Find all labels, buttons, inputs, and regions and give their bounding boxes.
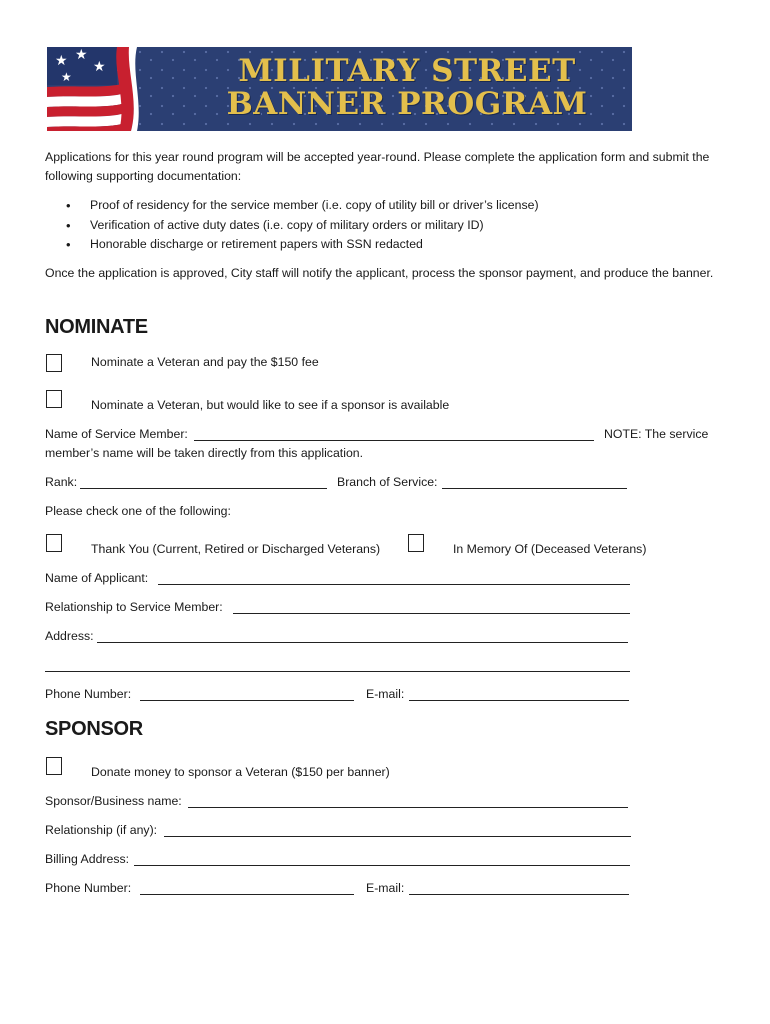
donate-label: Donate money to sponsor a Veteran ($150 per banner) — [91, 765, 390, 779]
branch-field[interactable] — [442, 488, 627, 489]
banner-title — [197, 55, 617, 121]
rank-label: Rank: — [45, 475, 78, 489]
address-field-line2[interactable] — [45, 671, 630, 672]
thank-you-label: Thank You (Current, Retired or Discharged Veterans) — [91, 542, 381, 556]
service-member-note-cont: member’s name will be taken directly from this application. — [45, 446, 364, 460]
approval-paragraph: Once the application is approved, City staff will notify the applicant, process the sponsor payment, and produce the banner. — [45, 266, 714, 280]
svg-text:★: ★ — [75, 47, 88, 63]
business-label: Sponsor/Business name: — [45, 794, 182, 808]
sponsor-phone-field[interactable] — [140, 894, 354, 895]
service-member-field[interactable] — [194, 440, 594, 441]
relationship-label: Relationship to Service Member: — [45, 600, 223, 614]
documentation-list — [66, 196, 539, 255]
in-memory-checkbox[interactable] — [408, 534, 424, 552]
list-item: • Proof of residency for the service member (i.e. copy of utility bill or driver’s license) — [66, 196, 539, 216]
list-item: • Verification of active duty dates (i.e. copy of military orders or military ID) — [66, 216, 539, 236]
nominate-phone-label: Phone Number: — [45, 687, 132, 701]
sponsor-email-label: E-mail: — [366, 881, 405, 895]
branch-label: Branch of Service: — [337, 475, 438, 489]
billing-field[interactable] — [134, 865, 630, 866]
banner-title-line1: MILITARY STREET — [238, 53, 576, 89]
donate-checkbox[interactable] — [46, 757, 62, 775]
address-label: Address: — [45, 629, 94, 643]
nominate-sponsor-label: Nominate a Veteran, but would like to see if a sponsor is available — [91, 398, 450, 412]
service-member-note: NOTE: The service — [604, 427, 709, 441]
sponsor-email-field[interactable] — [409, 894, 629, 895]
nominate-heading: NOMINATE — [45, 316, 148, 338]
list-item: • Honorable discharge or retirement papers with SSN redacted — [66, 235, 539, 255]
check-one-label: Please check one of the following: — [45, 504, 231, 518]
billing-label: Billing Address: — [45, 852, 130, 866]
nominate-phone-field[interactable] — [140, 700, 354, 701]
nominate-pay-checkbox[interactable] — [46, 354, 62, 372]
svg-text:★: ★ — [93, 59, 106, 75]
applicant-field[interactable] — [158, 584, 630, 585]
sponsor-phone-label: Phone Number: — [45, 881, 132, 895]
intro-paragraph: Applications for this year round program will be accepted year-round. Please complete the application form and submit the following supporting documentation: — [45, 150, 710, 183]
military-banner-logo — [47, 47, 632, 131]
sponsor-relationship-label: Relationship (if any): — [45, 823, 158, 837]
rank-field[interactable] — [80, 488, 327, 489]
nominate-email-label: E-mail: — [366, 687, 405, 701]
banner-title-line2: BANNER PROGRAM — [226, 86, 588, 122]
svg-text:★: ★ — [61, 70, 72, 84]
nominate-pay-label: Nominate a Veteran and pay the $150 fee — [91, 355, 319, 369]
nominate-email-field[interactable] — [409, 700, 629, 701]
applicant-label: Name of Applicant: — [45, 571, 149, 585]
thank-you-checkbox[interactable] — [46, 534, 62, 552]
relationship-field[interactable] — [233, 613, 630, 614]
svg-text:★: ★ — [55, 53, 68, 69]
sponsor-heading: SPONSOR — [45, 718, 143, 740]
in-memory-label: In Memory Of (Deceased Veterans) — [453, 542, 647, 556]
nominate-sponsor-checkbox[interactable] — [46, 390, 62, 408]
sponsor-relationship-field[interactable] — [164, 836, 631, 837]
business-field[interactable] — [188, 807, 628, 808]
service-member-label: Name of Service Member: — [45, 427, 188, 441]
address-field[interactable] — [97, 642, 628, 643]
